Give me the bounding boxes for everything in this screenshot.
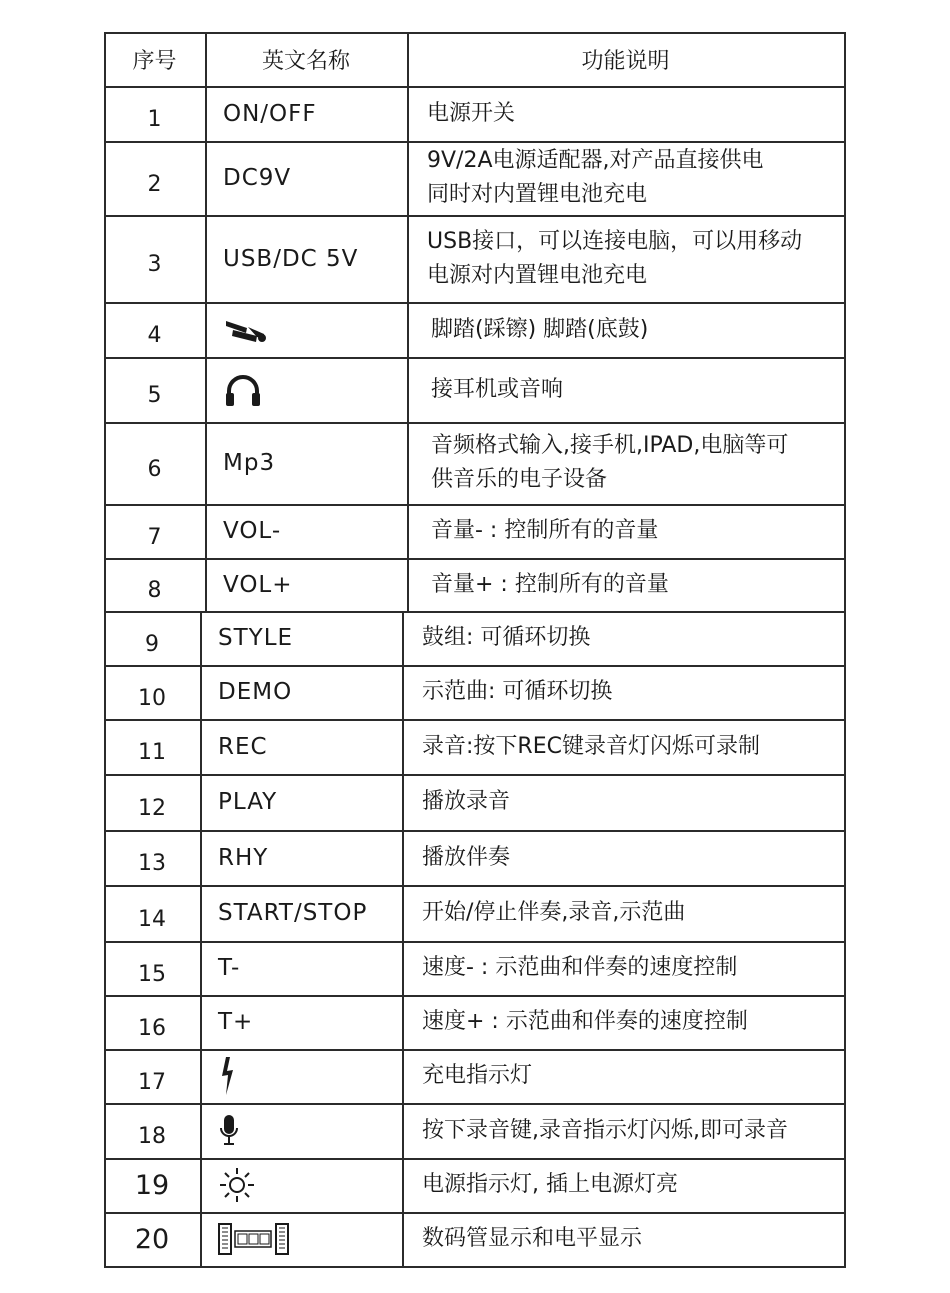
description-lines — [431, 429, 788, 497]
row-function-description — [422, 1212, 842, 1266]
row-function-description — [422, 611, 842, 665]
row-number: 14 — [138, 906, 166, 932]
description-line: 充电指示灯 — [422, 1063, 533, 1088]
description-lines — [431, 313, 648, 347]
description-line: 鼓组: 可循环切换 — [422, 625, 591, 650]
row-number: 12 — [138, 795, 166, 821]
row-number: 2 — [147, 171, 162, 197]
digital-display-icon — [218, 1212, 402, 1266]
row-number: 3 — [147, 252, 162, 277]
row-function-description — [431, 422, 846, 504]
description-lines — [427, 144, 764, 212]
description-lines — [422, 841, 510, 875]
description-lines — [422, 621, 590, 655]
row-number: 5 — [147, 383, 162, 408]
row-number: 11 — [138, 740, 166, 765]
row-english-name: VOL- — [223, 518, 282, 544]
lightning-bolt-icon — [218, 1049, 402, 1103]
row-english-name: REC — [218, 733, 268, 760]
sun-icon — [218, 1158, 402, 1212]
description-lines — [422, 1222, 642, 1256]
column-separator — [205, 32, 207, 611]
description-lines — [422, 1059, 532, 1093]
row-number: 18 — [138, 1124, 166, 1149]
row-function-description — [422, 885, 842, 941]
row-number: 1 — [147, 107, 162, 132]
description-line: 电源对内置锂电池充电 — [427, 262, 648, 288]
description-lines — [422, 1005, 748, 1039]
column-separator — [402, 611, 404, 1266]
header-english-name: 英文名称 — [261, 48, 350, 74]
description-line: 电源开关 — [427, 100, 516, 126]
row-english-name: START/STOP — [218, 900, 368, 926]
description-lines — [422, 730, 760, 764]
row-number: 16 — [138, 1015, 166, 1041]
row-function-description — [431, 357, 846, 422]
description-line: 脚踏(踩镲) 脚踏(底鼓) — [431, 316, 649, 342]
row-function-description — [427, 215, 842, 302]
row-english-name: DC9V — [223, 165, 292, 191]
row-number: 13 — [138, 851, 166, 876]
description-line: 数码管显示和电平显示 — [422, 1226, 643, 1251]
description-line: 按下录音键,录音指示灯闪烁,即可录音 — [422, 1117, 788, 1143]
row-function-description — [422, 1158, 842, 1212]
description-line: 速度+ : 示范曲和伴奏的速度控制 — [422, 1009, 748, 1034]
row-function-description — [431, 504, 846, 558]
description-line: 9V/2A电源适配器,对产品直接供电 — [427, 148, 764, 173]
row-function-description — [422, 941, 842, 995]
description-lines — [431, 568, 669, 602]
header-function: 功能说明 — [581, 48, 670, 74]
row-function-description — [422, 774, 842, 830]
row-function-description — [427, 141, 842, 215]
description-lines — [427, 225, 802, 293]
row-function-description — [422, 665, 842, 719]
row-english-name: PLAY — [218, 789, 278, 815]
description-line: 播放伴奏 — [422, 844, 511, 870]
description-line: 音量+ : 控制所有的音量 — [431, 571, 669, 597]
row-number: 17 — [138, 1069, 166, 1095]
row-english-name: VOL+ — [223, 571, 293, 598]
description-line: 播放录音 — [422, 789, 511, 814]
description-lines — [422, 951, 737, 985]
row-english-name: Mp3 — [223, 450, 276, 476]
column-separator — [407, 32, 409, 611]
description-lines — [431, 373, 563, 407]
description-lines — [427, 97, 515, 131]
row-function-description — [431, 302, 846, 357]
row-number: 7 — [147, 524, 162, 550]
description-lines — [431, 514, 658, 548]
row-english-name: USB/DC 5V — [223, 245, 359, 272]
row-english-name: RHY — [218, 844, 269, 871]
row-number: 20 — [134, 1223, 170, 1255]
row-function-description — [422, 995, 842, 1049]
description-line: 供音乐的电子设备 — [431, 467, 608, 492]
row-english-name: DEMO — [218, 679, 293, 705]
row-function-description — [422, 1103, 842, 1158]
row-english-name: T- — [218, 955, 241, 981]
row-function-description — [427, 86, 842, 141]
row-number: 9 — [145, 631, 159, 657]
description-line: 同时对内置锂电池充电 — [427, 182, 648, 207]
description-lines — [422, 896, 685, 930]
description-line: USB接口，可以连接电脑，可以用移动 — [427, 228, 803, 254]
row-number: 4 — [147, 323, 162, 348]
description-line: 音频格式输入,接手机,IPAD,电脑等可 — [431, 433, 789, 458]
description-lines — [422, 1114, 788, 1148]
description-line: 音量- : 控制所有的音量 — [431, 518, 659, 543]
column-separator — [200, 611, 202, 1266]
row-english-name: T+ — [218, 1009, 254, 1035]
row-function-description — [431, 558, 846, 611]
row-function-description — [422, 830, 842, 885]
row-number: 15 — [138, 961, 166, 987]
description-line: 示范曲: 可循环切换 — [422, 679, 613, 704]
headphones-icon — [223, 357, 407, 422]
row-english-name: STYLE — [218, 625, 294, 651]
row-english-name: ON/OFF — [223, 100, 317, 127]
row-number: 8 — [147, 578, 162, 603]
description-line: 开始/停止伴奏,录音,示范曲 — [422, 900, 686, 925]
row-function-description — [422, 1049, 842, 1103]
table-border-bottom — [104, 1266, 846, 1268]
header-number: 序号 — [132, 48, 177, 74]
description-line: 速度- : 示范曲和伴奏的速度控制 — [422, 955, 738, 980]
description-lines — [422, 675, 612, 709]
foot-pedal-icon — [223, 302, 407, 357]
row-number: 19 — [134, 1169, 170, 1201]
table-border-right — [844, 32, 846, 1268]
description-line: 电源指示灯, 插上电源灯亮 — [422, 1172, 678, 1197]
description-line: 接耳机或音响 — [431, 376, 564, 402]
row-number: 10 — [138, 685, 166, 711]
row-number: 6 — [147, 456, 162, 482]
row-function-description — [422, 719, 842, 774]
description-line: 录音:按下REC键录音灯闪烁可录制 — [422, 733, 760, 759]
description-lines — [422, 1168, 678, 1202]
description-lines — [422, 785, 510, 819]
microphone-icon — [218, 1103, 402, 1158]
